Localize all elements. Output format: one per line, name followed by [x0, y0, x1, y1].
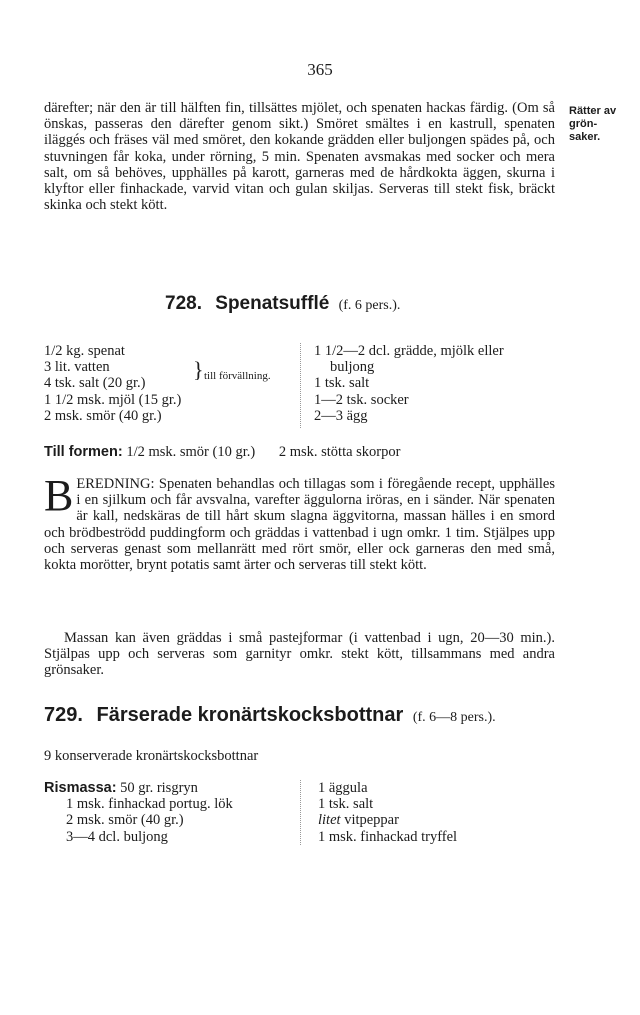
ingredient: 2 msk. smör (40 gr.) — [66, 812, 184, 829]
margin-note-line: saker. — [569, 131, 601, 143]
ingredient: 2—3 ägg — [314, 407, 368, 424]
ingredient: 1/2 kg. spenat — [44, 343, 125, 359]
margin-note — [569, 105, 639, 144]
ingredient: 1 1/2—2 dcl. grädde, mjölk eller — [314, 343, 504, 359]
ingredient: 1 tsk. salt — [314, 375, 370, 392]
recipe-729-intro: 9 konserverade kronärtskocksbottnar — [44, 748, 259, 764]
drop-cap: B — [44, 471, 74, 520]
form-left: 1/2 msk. smör (10 gr.) — [126, 444, 256, 460]
ingredient: 1 1/2 msk. mjöl (15 gr.) — [44, 391, 182, 408]
recipe-729-left-ingredients — [44, 780, 233, 845]
ingredient: 3—4 dcl. buljong — [66, 828, 168, 845]
ingredient: 1 msk. finhackad tryffel — [318, 828, 458, 845]
ingredient: 4 tsk. salt (20 gr.) — [44, 375, 146, 392]
method-text: Spenaten behandlas och tillagas som i föregående recept, upphälles i en sjilkum och får avsvalna, varefter äggulorna iröras, en i sänder. När spenaten är kall, nedskäras de till hårt skum slagna äggvitorna, massan hälles i en smord och brödbeströdd puddingform och gräddas i vattenbad i ugn omkr. 1 tim. Stjälpes upp och serveras genast som mellanrätt med rört smör, eller ock garneras den med små, kokta morötter, brynt potatis samt ärter och serveras till stekt kött. — [44, 476, 556, 574]
method-paragraph — [44, 471, 556, 574]
column-divider — [300, 343, 301, 428]
ingredient — [318, 812, 457, 828]
column-divider — [300, 780, 301, 845]
intro-paragraph: därefter; när den är till hälften fin, tillsättes mjölet, och spenaten hackas färdig. (Om så önskas, passeras den därefter genom sikt.) Smöret smältes i en kastrull, spenaten iläggés och fräses väl med smöret, den kokande grädden eller buljongen spädes på, och stuvningen får koka, under rörning, 5 min. Spenaten avsmakas med socker och mera salt, om så behöves, upphälles på karott, garneras med de hårdkokta äggen, skurna i klyftor eller finhackade, varvid vitan och gulan skiljas. Serveras till stekt fisk, bräckt skinka och stekt kött. — [44, 100, 555, 214]
recipe-title: Spenatsufflé — [215, 293, 330, 314]
recipe-servings: (f. 6—8 pers.). — [412, 710, 496, 725]
rice-label: Rismassa: — [44, 780, 117, 796]
ingredient: 1 äggula — [318, 780, 368, 796]
brace: } — [193, 357, 204, 382]
alt-paragraph: Massan kan även gräddas i små pastejformar (i vattenbad i ugn, 20—30 min.). Stjälpas upp och serveras som garnityr omkr. stekt kött, tillsammans med andra grönsaker. — [44, 630, 555, 679]
ingredient: 1 msk. finhackad portug. lök — [66, 796, 233, 813]
recipe-number: 729. — [44, 704, 83, 726]
method-lead: EREDNING: — [76, 476, 155, 492]
ingredient: 3 lit. vatten — [44, 359, 110, 376]
recipe-728-heading — [165, 293, 400, 315]
recipe-729-right-ingredients — [318, 780, 457, 845]
recipe-number: 728. — [165, 293, 202, 314]
ingredient: 1—2 tsk. socker — [314, 391, 409, 408]
form-line — [44, 444, 400, 461]
recipe-728-right-ingredients — [314, 343, 504, 424]
margin-note-line: Rätter av — [569, 105, 617, 117]
ingredient: 2 msk. smör (40 gr.) — [44, 407, 162, 424]
form-right: 2 msk. stötta skorpor — [278, 444, 401, 460]
recipe-728-left-ingredients — [44, 343, 181, 424]
ingredient-text: 50 gr. risgryn — [120, 780, 198, 796]
page-number: 365 — [307, 60, 333, 79]
margin-note-line: grön- — [569, 118, 598, 130]
recipe-servings: (f. 6 pers.). — [338, 298, 401, 313]
ingredient — [44, 780, 233, 796]
ingredient-text: vitpeppar — [344, 812, 399, 829]
recipe-title: Färserade kronärtskocksbottnar — [96, 704, 404, 726]
form-label: Till formen: — [44, 444, 123, 460]
ingredient: 1 tsk. salt — [318, 796, 374, 813]
italic-word: litet — [318, 812, 341, 829]
recipe-729-heading — [44, 704, 496, 727]
brace-note: till förvällning. — [204, 370, 271, 382]
ingredient: buljong — [330, 359, 375, 376]
